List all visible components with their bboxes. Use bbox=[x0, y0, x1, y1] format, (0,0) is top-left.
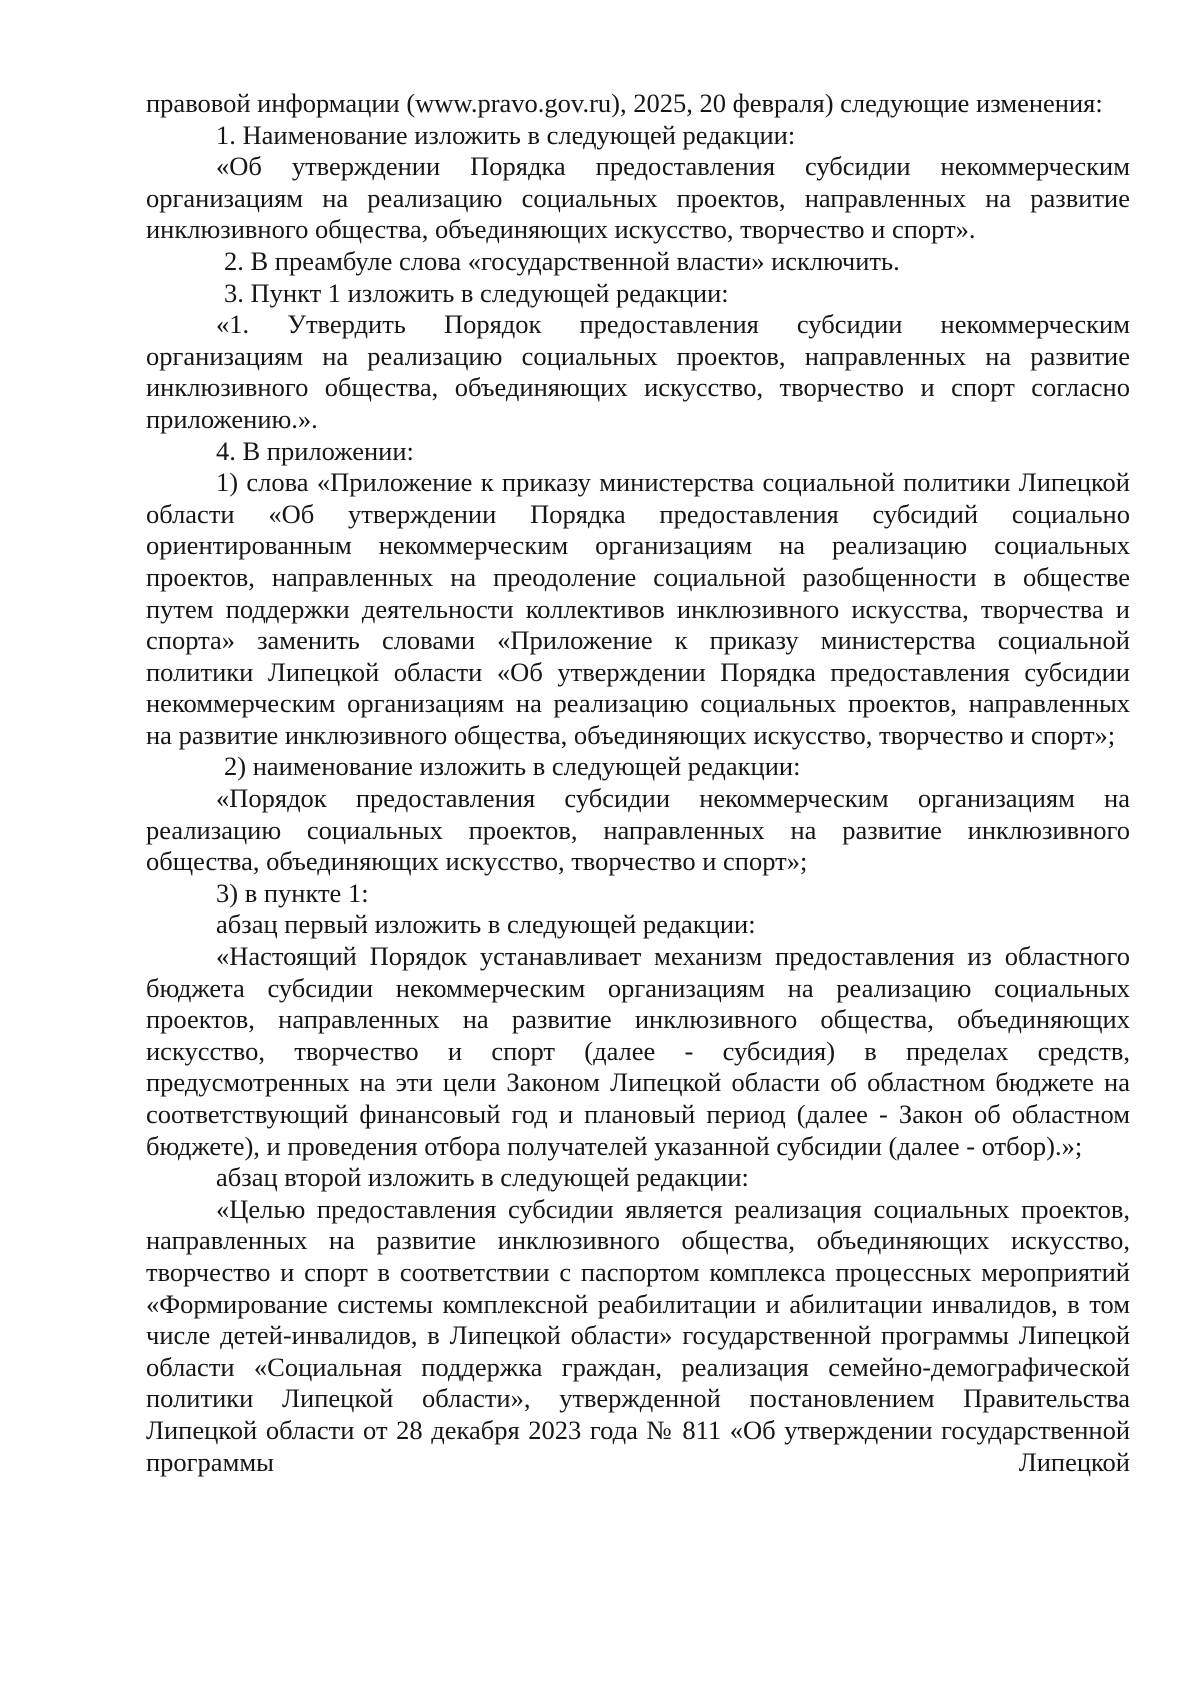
paragraph-intro: правовой информации (www.pravo.gov.ru), 2025, 20 февраля) следующие изменения: bbox=[146, 88, 1103, 118]
paragraph-second-abzac: абзац второй изложить в следующей редакции: bbox=[216, 1162, 749, 1193]
paragraph-item-2: 2. В преамбуле слова «государственной власти» исключить. bbox=[224, 245, 900, 276]
paragraph-subitem-1: 1) слова «Приложение к приказу министерства социальной политики Липецкой области «Об утверждении Порядка предоставления субсидий социально ориентированным некоммерческим организациям на реализацию социальных проектов, направленных на преодоление социальной разобщенности в обществе путем поддержки деятельности коллективов инклюзивного искусства, творчества и спорта» заменить словами «Приложение к приказу министерства социальной политики Липецкой области «Об утверждении Порядка предоставления субсидии некоммерческим организациям на реализацию социальных проектов, направленных на развитие инклюзивного общества, объединяющих искусство, творчество и спорт»; bbox=[146, 467, 1130, 750]
paragraph-item-1: 1. Наименование изложить в следующей редакции: bbox=[216, 119, 796, 150]
paragraph-quote-title: «Об утверждении Порядка предоставления субсидии некоммерческим организациям на реализацию социальных проектов, направленных на развитие инклюзивного общества, объединяющих искусство, творчество и спорт». bbox=[146, 151, 1130, 245]
paragraph-item-4: 4. В приложении: bbox=[216, 435, 414, 466]
paragraph-quote-abzac-1: «Настоящий Порядок устанавливает механизм предоставления из областного бюджета субсидии некоммерческим организациям на реализацию социальных проектов, направленных на развитие инклюзивного общества, объединяющих искусство, творчество и спорт (далее - субсидия) в пределах средств, предусмотренных на эти цели Законом Липецкой области об областном бюджете на соответствующий финансовый год и плановый период (далее - Закон об областном бюджете), и проведения отбора получателей указанной субсидии (далее - отбор).»; bbox=[146, 941, 1130, 1161]
paragraph-quote-point-1: «1. Утвердить Порядок предоставления субсидии некоммерческим организациям на реализацию социальных проектов, направленных на развитие инклюзивного общества, объединяющих искусство, творчество и спорт согласно приложению.». bbox=[146, 309, 1130, 434]
paragraph-item-3: 3. Пункт 1 изложить в следующей редакции: bbox=[224, 277, 729, 308]
paragraph-quote-abzac-2: «Целью предоставления субсидии является реализация социальных проектов, направленных на развитие инклюзивного общества, объединяющих искусство, творчество и спорт в соответствии с паспортом комплекса процессных мероприятий «Формирование системы комплексной реабилитации и абилитации инвалидов, в том числе детей-инвалидов, в Липецкой области» государственной программы Липецкой области «Социальная поддержка граждан, реализация семейно-демографической политики Липецкой области», утвержденной постановлением Правительства Липецкой области от 28 декабря 2023 года № 811 «Об утверждении государственной программы Липецкой bbox=[146, 1193, 1130, 1477]
paragraph-first-abzac: абзац первый изложить в следующей редакции: bbox=[216, 909, 756, 940]
paragraph-subitem-3: 3) в пункте 1: bbox=[216, 877, 369, 908]
document-body bbox=[146, 88, 1130, 1478]
paragraph-subitem-2: 2) наименование изложить в следующей редакции: bbox=[224, 751, 801, 782]
paragraph-quote-name: «Порядок предоставления субсидии некоммерческим организациям на реализацию социальных проектов, направленных на развитие инклюзивного общества, объединяющих искусство, творчество и спорт»; bbox=[146, 783, 1130, 877]
